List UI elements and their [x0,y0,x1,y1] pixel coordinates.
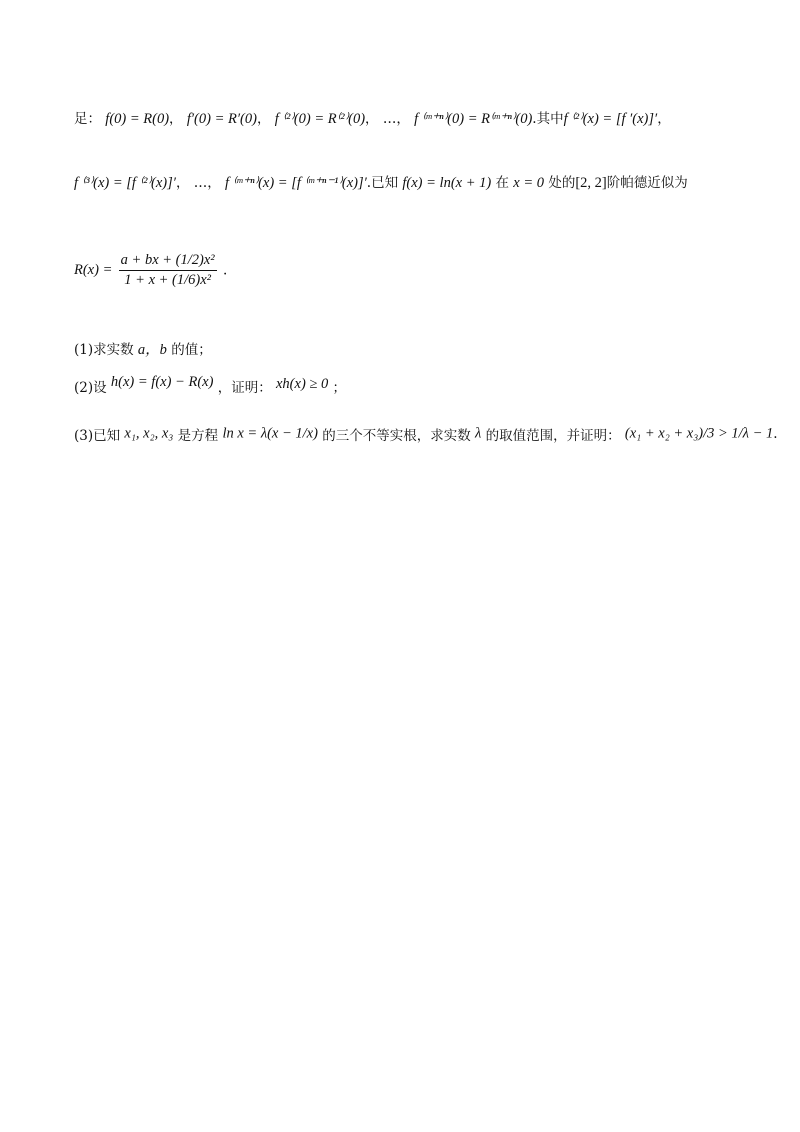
q3-inequality: (x₁ + x₂ + x₃)/3 > 1/λ − 1 [624,425,774,442]
ellipsis-2: …， [193,175,221,191]
question-2 [74,374,346,396]
q3-equation: ln x = λ(x − 1/x) [222,425,318,442]
line1-lead: 足： [74,111,101,127]
formula-denominator: 1 + x + (1/6)x² [119,270,217,289]
q3-lambda: λ [475,425,482,442]
q3-roots: x₁, x₂, x₃ [124,425,174,442]
qizhong-text: .其中 [532,111,564,127]
q2-inequality: xh(x) ≥ 0 [276,376,329,392]
pade-order: [2, 2] [575,175,607,191]
q1-label: (1)求实数 [74,342,134,358]
formula-lhs: R(x) = [74,262,113,278]
question-1 [74,338,212,359]
formula-fraction [119,252,217,289]
q3-label: (3)已知 [74,428,121,444]
q3-mid-text: 的三个不等实根，求实数 [322,428,471,444]
condition-derivative-eq: f′(0) = R′(0) [186,111,257,127]
q2-h-definition: h(x) = f(x) − R(x) [110,374,214,390]
question-3 [74,424,778,444]
q1-variables: a，b [137,342,167,358]
condition-higher-derivative-eq: f ⁽ᵐ⁺ⁿ⁾(0) = R⁽ᵐ⁺ⁿ⁾(0) [414,111,533,127]
formula-numerator: a + bx + (1/2)x² [120,252,215,268]
yizhi-text: .已知 [366,175,399,191]
second-derivative-def: f ⁽²⁾(x) = [f ′(x)]′ [563,111,658,127]
pade-conditions-line: 足： f(0) = R(0)， f′(0) = R′(0)， f ⁽²⁾(0) = R⁽²⁾(0)， …， f ⁽ᵐ⁺ⁿ⁾(0) = R⁽ᵐ⁺ⁿ⁾(0).其中f ⁽²⁾(x) = [f ′(x)]′， [74,111,671,127]
ellipsis: …， [382,111,410,127]
given-function: f(x) = ln(x + 1) [402,175,492,191]
q3-shi-text: 是方程 [177,428,219,444]
higher-derivative-def: f ⁽ᵐ⁺ⁿ⁾(x) = [f ⁽ᵐ⁺ⁿ⁻¹⁾(x)]′ [225,175,367,191]
q3-period: . [773,426,778,442]
third-derivative-def: f ⁽³⁾(x) = [f ⁽²⁾(x)]′ [74,175,176,191]
pade-formula [74,252,227,289]
q2-label: (2)设 [74,380,107,396]
expansion-point: x = 0 [513,175,545,191]
condition-second-derivative-eq: f ⁽²⁾(0) = R⁽²⁾(0) [274,111,366,127]
derivative-definitions-line: f ⁽³⁾(x) = [f ⁽²⁾(x)]′， …， f ⁽ᵐ⁺ⁿ⁾(x) = [f ⁽ᵐ⁺ⁿ⁻¹⁾(x)]′.已知 f(x) = ln(x + 1) 在 x = 0 处的[2, 2]阶帕德近似为 [74,175,688,191]
q2-tail: ； [332,380,347,396]
q3-mid2-text: 的取值范围，并证明： [485,428,621,444]
q1-tail: 的值； [171,342,212,358]
q2-prove-text: ，证明： [217,380,272,396]
pade-approx-text: 阶帕德近似为 [606,175,688,191]
formula-period: . [222,262,228,279]
condition-value-eq: f(0) = R(0) [105,111,170,127]
